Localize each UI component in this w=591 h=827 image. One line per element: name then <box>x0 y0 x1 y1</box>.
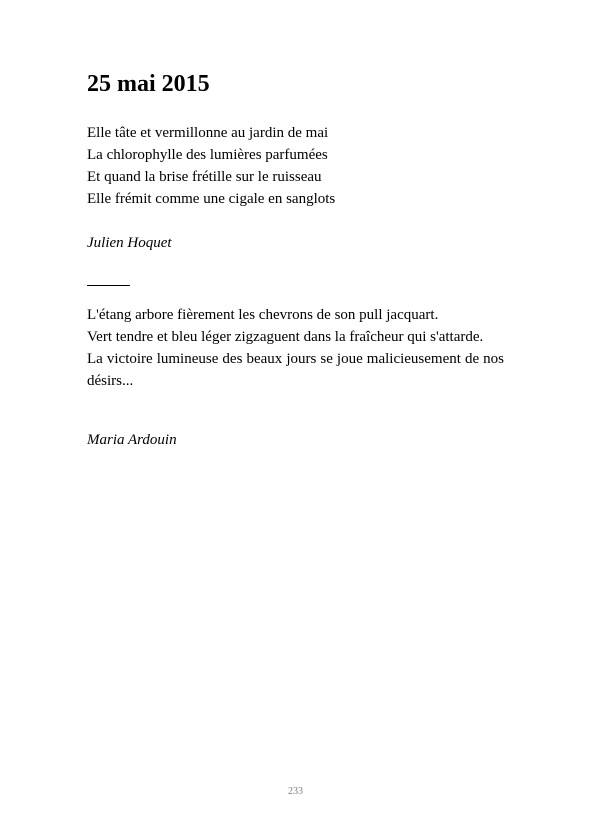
poem-line: Elle frémit comme une cigale en sanglots <box>87 191 336 207</box>
poem-line: Et quand la brise frétille sur le ruisseau <box>87 169 322 185</box>
prose-text <box>87 304 504 392</box>
page-title: 25 mai 2015 <box>87 71 210 97</box>
poem-line: La chlorophylle des lumières parfumées <box>87 147 328 163</box>
poem <box>87 122 335 210</box>
poem-author: Julien Hoquet <box>87 235 172 251</box>
prose-paragraph: L'étang arbore fièrement les chevrons de son pull jacquart. <box>87 307 439 323</box>
page-number: 233 <box>288 786 303 797</box>
prose-paragraph: La victoire lumineuse des beaux jours se joue malicieusement de nos désirs... <box>87 351 504 389</box>
prose-author: Maria Ardouin <box>87 432 177 448</box>
prose-paragraph: Vert tendre et bleu léger zigzaguent dans la fraîcheur qui s'attarde. <box>87 329 484 345</box>
separator-rule <box>87 285 130 286</box>
poem-line: Elle tâte et vermillonne au jardin de mai <box>87 125 329 141</box>
